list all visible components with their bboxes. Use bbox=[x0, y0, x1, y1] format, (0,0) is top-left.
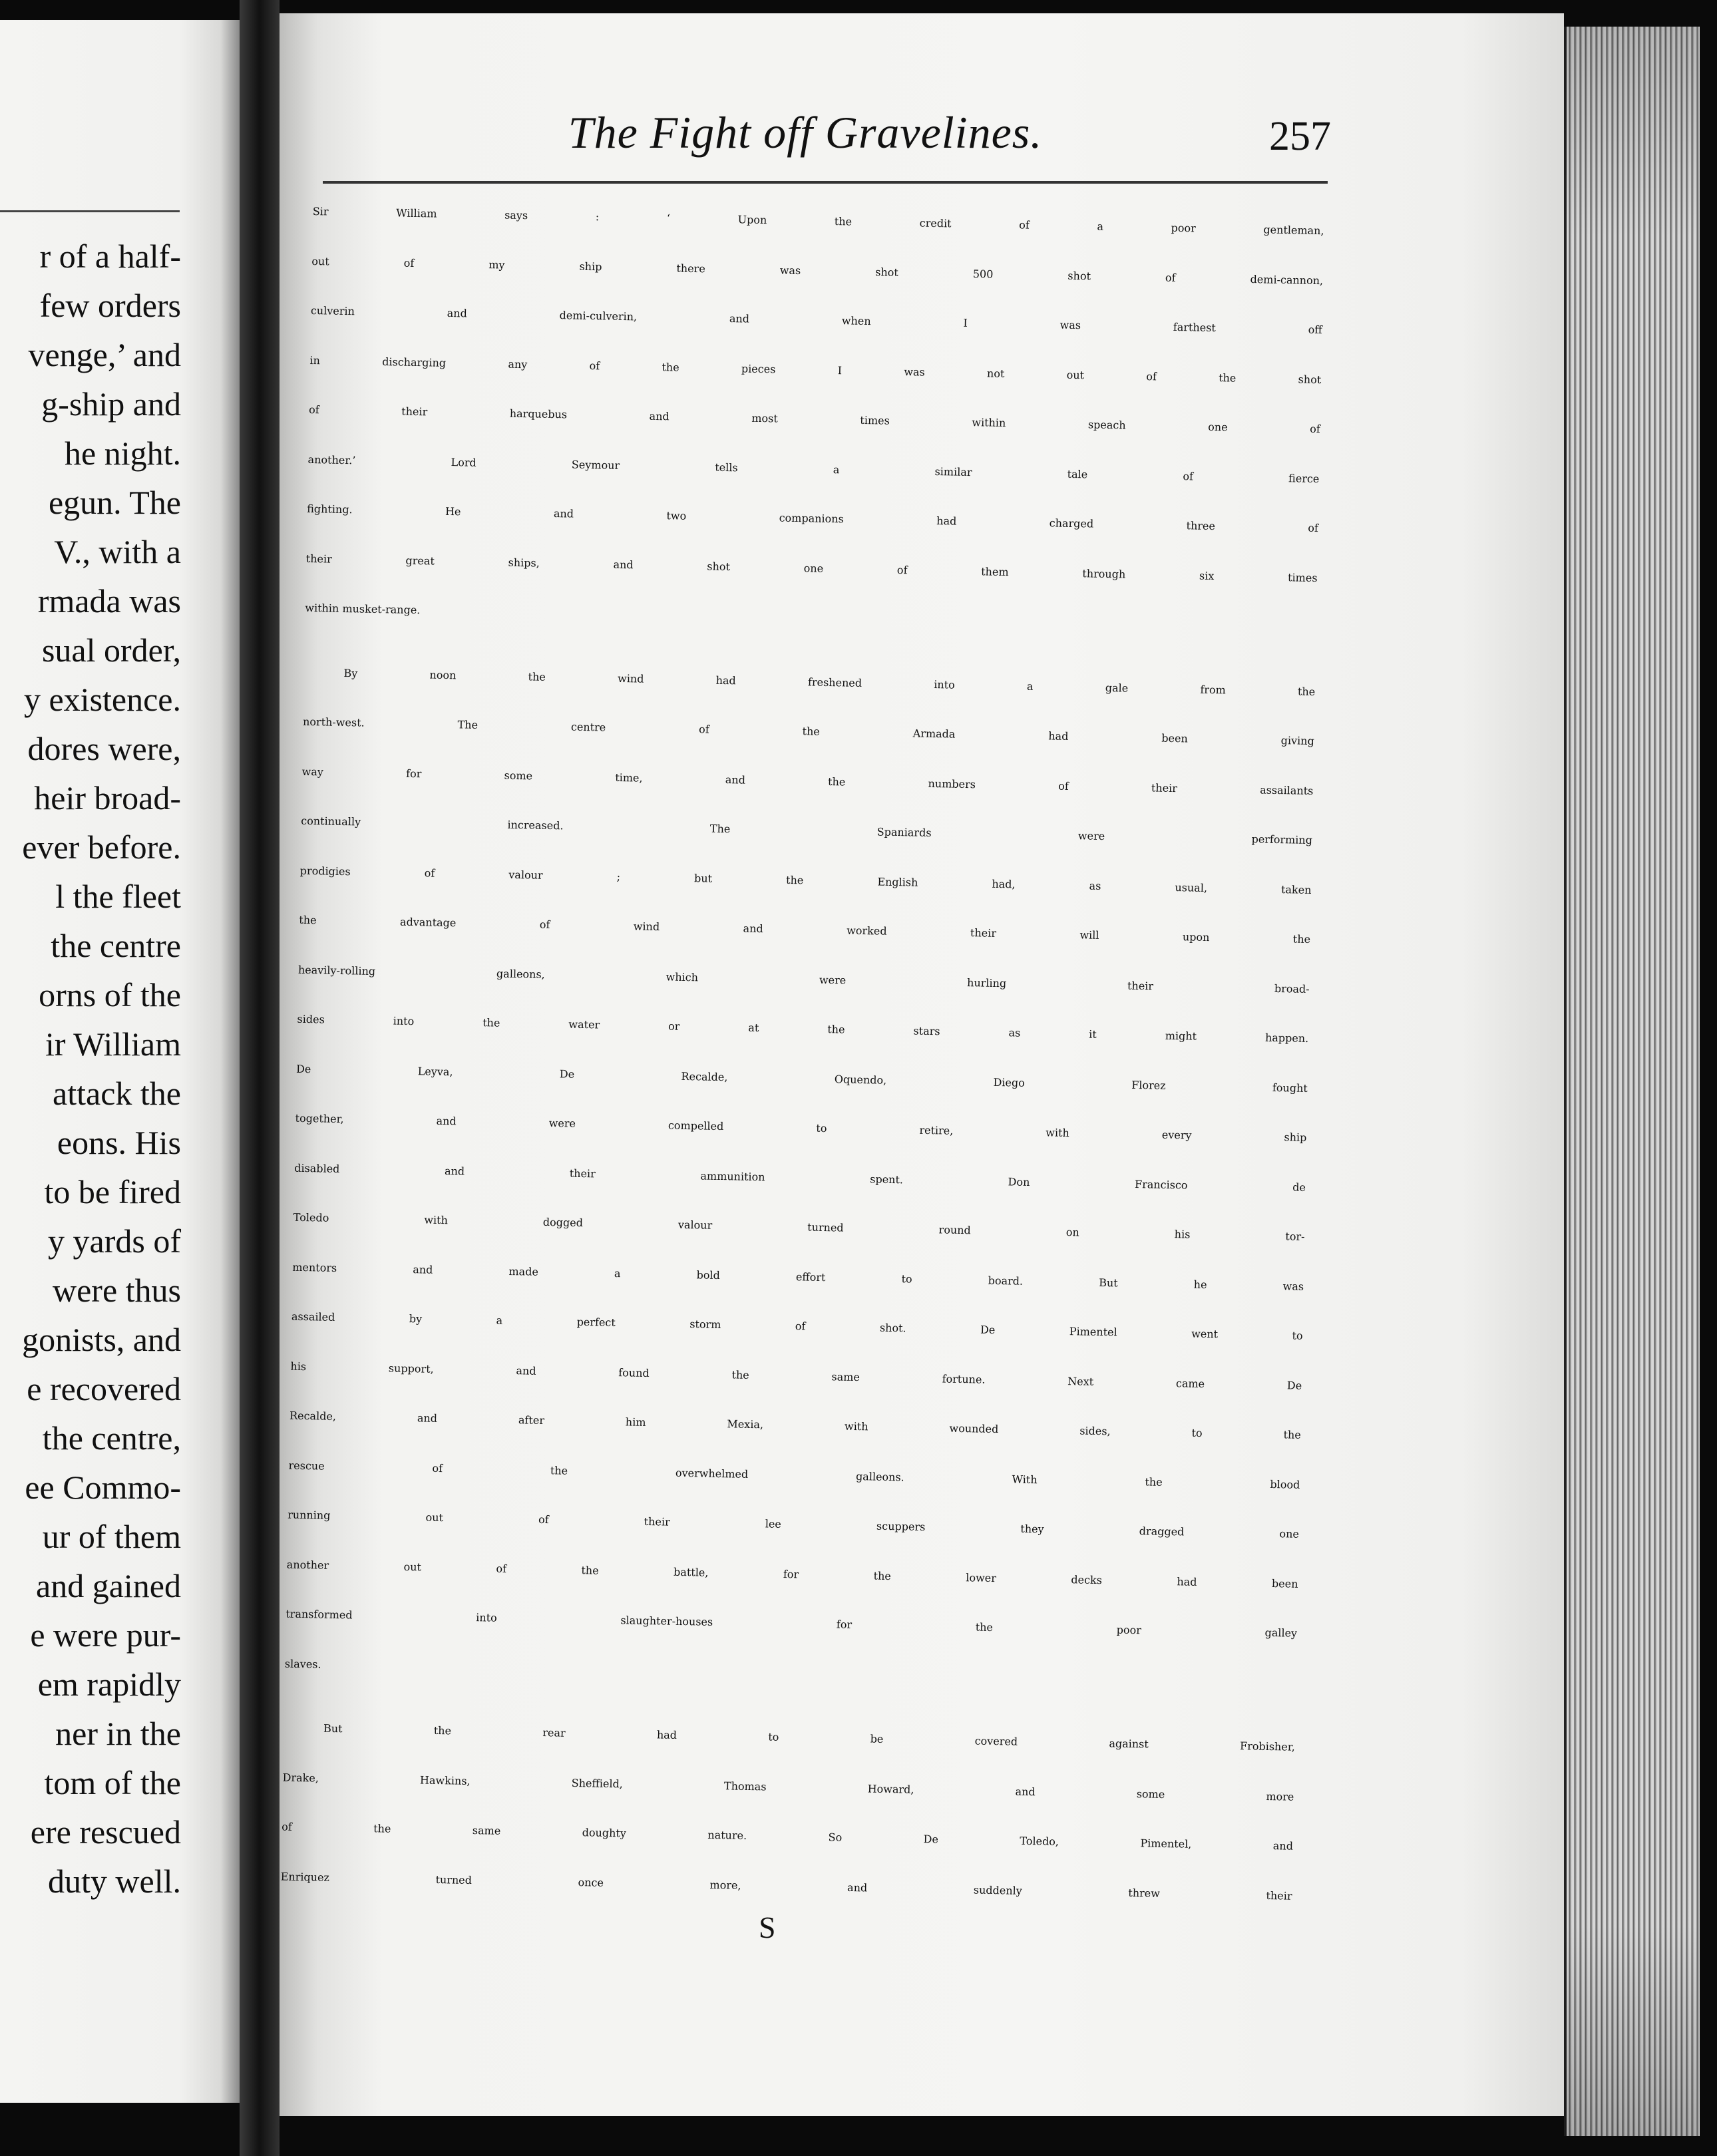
text-line: within musket-range. bbox=[305, 601, 421, 617]
left-page-line: rmada was bbox=[37, 582, 181, 620]
body-text bbox=[280, 205, 1324, 1954]
text-line: fighting. He and two companions had charged three of bbox=[307, 502, 1319, 535]
paragraph bbox=[284, 665, 1316, 1725]
text-line: another out of the battle, for the lower decks had been bbox=[286, 1558, 1298, 1590]
left-page-line: y yards of bbox=[48, 1222, 181, 1260]
text-line: De Leyva, De Recalde, Oquendo, Diego Florez fought bbox=[295, 1062, 1308, 1095]
page-edges-shadow bbox=[1564, 27, 1697, 2136]
left-page-line: duty well. bbox=[48, 1863, 181, 1900]
left-page-line: heir broad- bbox=[34, 779, 181, 816]
left-page-line: dores were, bbox=[27, 730, 181, 767]
text-line: slaves. bbox=[284, 1657, 321, 1671]
left-page-line: ever before. bbox=[22, 828, 181, 866]
text-line: culverin and demi-culverin, and when I was farthest off bbox=[310, 303, 1322, 337]
header-rule bbox=[323, 181, 1328, 184]
text-line: another.’ Lord Seymour tells a similar tale of fierce bbox=[307, 452, 1320, 485]
left-page-line: few orders bbox=[39, 287, 181, 324]
text-line: his support, and found the same fortune. Next came De bbox=[290, 1359, 1302, 1392]
text-line: By noon the wind had freshened into a gale from the bbox=[343, 666, 1316, 698]
left-page-line: sual order, bbox=[41, 631, 181, 669]
left-page-line: ur of them bbox=[42, 1518, 181, 1555]
left-page-line: y existence. bbox=[23, 681, 181, 718]
text-line: rescue of the overwhelmed galleons. With the blood bbox=[288, 1459, 1300, 1491]
text-line: Enriquez turned once more, and suddenly threw their bbox=[280, 1870, 1292, 1902]
running-title: The Fight off Gravelines. bbox=[568, 107, 1043, 158]
text-line: But the rear had to be covered against Frobisher, bbox=[323, 1721, 1295, 1753]
left-header-rule bbox=[0, 210, 180, 212]
left-page-line: V., with a bbox=[54, 533, 181, 570]
text-line: continually increased. The Spaniards were performing bbox=[301, 814, 1313, 847]
text-line: out of my ship there was shot 500 shot of demi-cannon, bbox=[311, 254, 1324, 287]
paragraph bbox=[304, 205, 1324, 671]
left-page-line: attack the bbox=[53, 1075, 181, 1112]
left-page-line: and gained bbox=[36, 1567, 181, 1604]
left-page-line: g-ship and bbox=[41, 385, 181, 423]
text-line: transformed into slaughter-houses for the poor galley bbox=[286, 1607, 1298, 1640]
left-page-line: tom of the bbox=[44, 1764, 181, 1801]
left-page-line: gonists, and bbox=[22, 1321, 181, 1358]
text-line: Recalde, and after him Mexia, with wounded sides, to the bbox=[289, 1409, 1301, 1441]
left-page-line: l the fleet bbox=[55, 878, 181, 915]
text-line: disabled and their ammunition spent. Don Francisco de bbox=[294, 1161, 1306, 1194]
left-page-line: venge,’ and bbox=[28, 336, 181, 373]
paragraph bbox=[280, 1721, 1295, 1939]
left-page-line: the centre, bbox=[42, 1419, 181, 1457]
left-page-line: to be fired bbox=[44, 1173, 181, 1210]
text-line: in discharging any of the pieces I was not out of the shot bbox=[309, 353, 1322, 386]
left-page-line: ere rescued bbox=[30, 1813, 181, 1851]
text-line: assailed by a perfect storm of shot. De Pimentel went to bbox=[291, 1310, 1303, 1342]
text-line: prodigies of valour ; but the English had, as usual, taken bbox=[299, 864, 1312, 896]
left-facing-page bbox=[0, 20, 240, 2103]
text-line: north-west. The centre of the Armada had been giving bbox=[302, 715, 1314, 748]
left-page-text bbox=[22, 232, 181, 1906]
left-page-line: he night. bbox=[65, 435, 181, 472]
left-page-line: e recovered bbox=[27, 1370, 181, 1407]
text-line: sides into the water or at the stars as it might happen. bbox=[297, 1012, 1309, 1045]
left-page-line: r of a half- bbox=[39, 238, 181, 275]
left-page-line: ner in the bbox=[55, 1715, 181, 1752]
text-line: the advantage of wind and worked their will upon the bbox=[299, 913, 1311, 946]
left-page-line: em rapidly bbox=[37, 1666, 181, 1703]
text-line: way for some time, and the numbers of their assailants bbox=[301, 765, 1314, 797]
book-gutter bbox=[240, 0, 280, 2156]
text-line: running out of their lee scuppers they dragged one bbox=[287, 1508, 1300, 1540]
signature-mark: S bbox=[758, 1910, 777, 1945]
left-page-line: the centre bbox=[51, 927, 181, 964]
left-page-line: ee Commo- bbox=[25, 1469, 181, 1506]
left-page-line: egun. The bbox=[48, 484, 181, 521]
text-line: Drake, Hawkins, Sheffield, Thomas Howard, and some more bbox=[282, 1771, 1294, 1803]
text-line: of the same doughty nature. So De Toledo, Pimentel, and bbox=[282, 1820, 1294, 1853]
left-page-line: ir William bbox=[45, 1025, 181, 1063]
text-line: Sir William says : ‘ Upon the credit of a poor gentleman, bbox=[312, 205, 1324, 238]
text-line: together, and were compelled to retire, with every ship bbox=[295, 1111, 1307, 1144]
page-number: 257 bbox=[1269, 114, 1331, 159]
left-page-line: were thus bbox=[53, 1272, 181, 1309]
page-header bbox=[280, 100, 1331, 173]
text-line: heavily-rolling galleons, which were hurling their broad- bbox=[297, 963, 1310, 995]
text-line: Toledo with dogged valour turned round on his tor- bbox=[293, 1210, 1305, 1243]
left-page-line: eons. His bbox=[57, 1124, 181, 1161]
left-page-line: e were pur- bbox=[30, 1616, 181, 1654]
text-line: their great ships, and shot one of them through six times bbox=[305, 552, 1318, 584]
text-line: mentors and made a bold effort to board. But he was bbox=[292, 1260, 1304, 1293]
text-line: of their harquebus and most times within speach one of bbox=[308, 403, 1320, 436]
left-page-line: orns of the bbox=[39, 976, 181, 1013]
